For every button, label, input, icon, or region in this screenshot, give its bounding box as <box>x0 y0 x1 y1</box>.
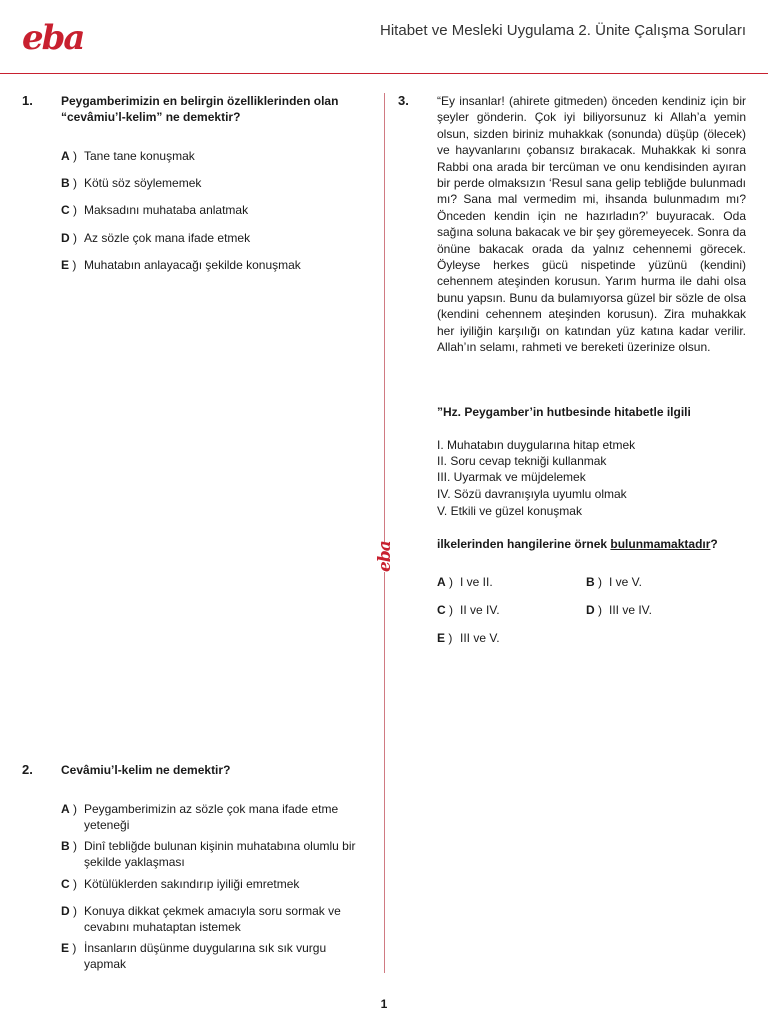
q2-option-e[interactable]: E ) İnsanların düşünme duygularına sık sık vurgu yapmak <box>61 940 361 972</box>
q2-option-c[interactable]: C ) Kötülüklerden sakındırıp iyiliği emretmek <box>61 877 300 891</box>
statement-iii: III. Uyarmak ve müjdelemek <box>437 470 586 484</box>
question-2-text: Cevâmiu’l-kelim ne demektir? <box>61 763 231 777</box>
q2-option-d[interactable]: D ) Konuya dikkat çekmek amacıyla soru sormak ve cevabını muhataptan istemek <box>61 903 361 935</box>
option-text: Kötülüklerden sakındırıp iyiliği emretmek <box>84 877 300 891</box>
q1-option-e[interactable]: E ) Muhatabın anlayacağı şekilde konuşmak <box>61 258 301 272</box>
statement-ii: II. Soru cevap tekniği kullanmak <box>437 454 607 468</box>
question-3-passage: “Ey insanlar! (ahirete gitmeden) önceden kendiniz için bir şeyler gönderin. Çok iyi biliyorsunuz ki Allah’a yemin olsun, sizden biriniz muhakkak (sonunda) düşüp (ölecek) ve hayvanlarını çobansız bırakacak. Muhakkak ki sonra Rabbi ona arada bir tercüman ve onu kendisinden ayıran bir perde olmaksızın ‘Resul sana gelip tebliğde bulunmadı mı? Sana mal vermedim mi, ihsanda bulunmadım mı? Önceden kendin için ne hazırladın?’ buyuracak. Oda sağına soluna bakacak ve bir şey göremeyecek. Sonra da önüne bakacak orada da yalnız cehennemi görecek. Öyleyse herkes gücü nispetinde yüzünü (kendini) cehennem ateşinden korusun. Yarım hurma ile dahi olsa bunu yapsın. Bunu da bulamıyorsa güzel bir sözle de olsa (kendini cehennem ateşinden korusun). Zira muhakkak her iyiliğin karşılığı on katından yüz katına kadar verilir. Allah’ın selamı, rahmeti ve bereketi üzerinize olsun. <box>437 94 746 355</box>
q3-option-c[interactable]: C ) II ve IV. <box>437 603 500 617</box>
q2-option-b[interactable]: B ) Dinî tebliğde bulunan kişinin muhatabına olumlu bir şekilde yaklaşması <box>61 838 361 870</box>
option-text: Maksadını muhataba anlatmak <box>84 203 249 217</box>
header-divider <box>0 73 768 74</box>
q3-option-d[interactable]: D ) III ve IV. <box>586 603 652 617</box>
q2-option-a[interactable]: A ) Peygamberimizin az sözle çok mana ifade etme yeteneği <box>61 801 361 833</box>
option-letter: E <box>437 631 446 645</box>
question-1-text: Peygamberimizin en belirgin özelliklerinden olan “cevâmiu’l-kelim” ne demektir? <box>61 94 339 124</box>
center-eba-logo: eba <box>368 542 402 572</box>
option-letter: B <box>586 575 595 589</box>
q1-option-d[interactable]: D ) Az sözle çok mana ifade etmek <box>61 231 251 245</box>
question-3-stem <box>437 536 757 552</box>
option-text: Dinî tebliğde bulunan kişinin muhatabına olumlu bir şekilde yaklaşması <box>84 839 356 869</box>
option-text: Kötü söz söylememek <box>84 176 202 190</box>
q3-option-b[interactable]: B ) I ve V. <box>586 575 642 589</box>
q1-option-b[interactable]: B ) Kötü söz söylememek <box>61 176 202 190</box>
option-letter: D <box>586 603 595 617</box>
page-number: 1 <box>380 997 388 1011</box>
option-letter: A <box>61 149 70 163</box>
option-text: Konuya dikkat çekmek amacıyla soru sormak ve cevabını muhataptan istemek <box>84 904 341 934</box>
option-text: Peygamberimizin az sözle çok mana ifade etme yeteneği <box>84 802 339 832</box>
option-letter: A <box>61 802 70 816</box>
option-text: I ve V. <box>609 575 642 589</box>
option-text: Muhatabın anlayacağı şekilde konuşmak <box>84 258 301 272</box>
eba-logo: eba <box>22 18 84 58</box>
option-text: Az sözle çok mana ifade etmek <box>84 231 251 245</box>
option-text: II ve IV. <box>460 603 500 617</box>
question-3-number: 3. <box>398 93 409 108</box>
statement-v: V. Etkili ve güzel konuşmak <box>437 504 582 518</box>
option-letter: E <box>61 258 70 272</box>
option-letter: E <box>61 941 70 955</box>
option-letter: D <box>61 231 70 245</box>
column-divider <box>384 93 385 973</box>
option-text: III ve IV. <box>609 603 652 617</box>
stem-text: ilkelerinden hangilerine örnek <box>437 537 611 551</box>
option-letter: D <box>61 904 70 918</box>
stem-emphasis: bulunmamaktadır <box>610 537 711 551</box>
q1-option-c[interactable]: C ) Maksadını muhataba anlatmak <box>61 203 249 217</box>
option-letter: A <box>437 575 446 589</box>
option-text: I ve II. <box>460 575 493 589</box>
q3-option-a[interactable]: A ) I ve II. <box>437 575 493 589</box>
q1-option-a[interactable]: A ) Tane tane konuşmak <box>61 149 195 163</box>
option-text: III ve V. <box>460 631 500 645</box>
option-text: İnsanların düşünme duygularına sık sık vurgu yapmak <box>84 941 327 971</box>
question-1-number: 1. <box>22 93 33 108</box>
option-letter: C <box>61 877 70 891</box>
stem-end: ? <box>710 537 718 551</box>
option-letter: C <box>61 203 70 217</box>
option-letter: C <box>437 603 446 617</box>
question-2-number: 2. <box>22 762 33 777</box>
statement-i: I. Muhatabın duygularına hitap etmek <box>437 438 636 452</box>
question-3-prompt: ”Hz. Peygamber’in hutbesinde hitabetle ilgili <box>437 405 691 419</box>
q3-option-e[interactable]: E ) III ve V. <box>437 631 500 645</box>
statement-iv: IV. Sözü davranışıyla uyumlu olmak <box>437 487 627 501</box>
page-title: Hitabet ve Mesleki Uygulama 2. Ünite Çalışma Soruları <box>380 22 746 39</box>
option-text: Tane tane konuşmak <box>84 149 195 163</box>
option-letter: B <box>61 839 70 853</box>
option-letter: B <box>61 176 70 190</box>
